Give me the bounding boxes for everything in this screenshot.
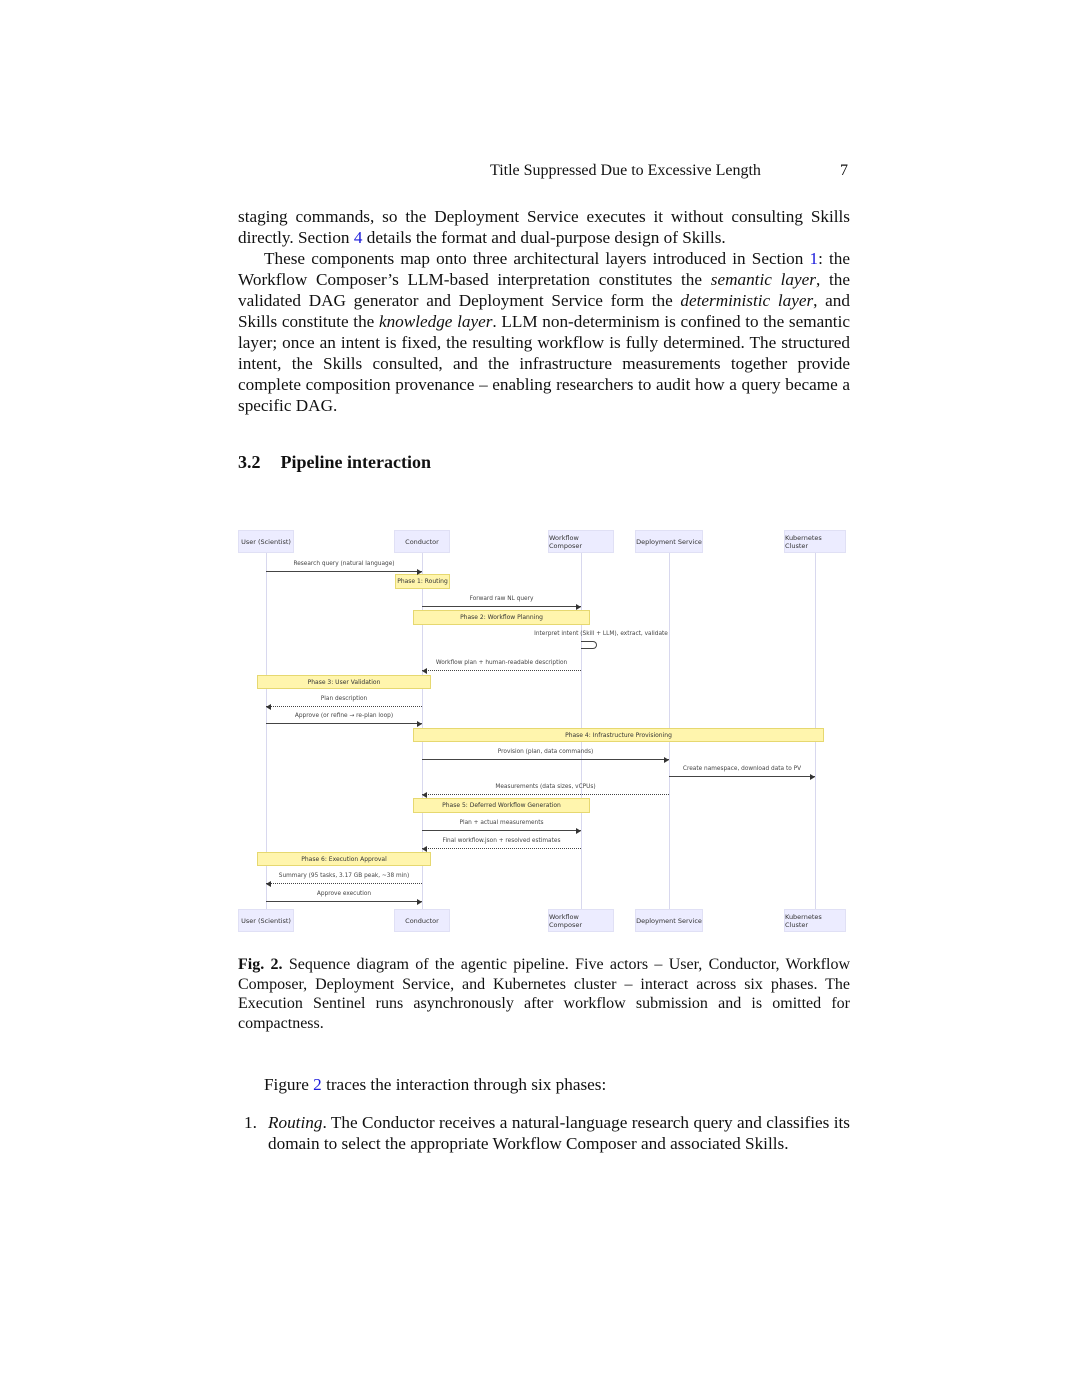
emphasis: knowledge layer — [378, 312, 493, 331]
arrowhead-icon — [266, 881, 271, 887]
text: , the validated DAG generator and Deployment Service form the — [238, 270, 850, 310]
running-title: Title Suppressed Due to Excessive Length — [490, 162, 761, 179]
actor-box-top: User (Scientist) — [238, 530, 294, 553]
figure-caption — [238, 955, 850, 1033]
message-arrow — [266, 901, 422, 902]
message-arrow — [422, 794, 669, 795]
text: These components map onto three architectural layers introduced in Section — [264, 249, 810, 268]
text: . LLM non-determinism is confined to the semantic layer; once an intent is fixed, the resulting workflow is fully determined. The structured intent, the Skills consulted, and the infrastructure measurements together provide complete composition provenance – enabling researchers to audit how a query became a specific DAG. — [238, 312, 850, 415]
actor-box-top: Workflow Composer — [548, 530, 614, 553]
arrowhead-icon — [422, 846, 427, 852]
arrowhead-icon — [576, 828, 581, 834]
message-label: Approve (or refine → re-plan loop) — [294, 713, 394, 719]
message-label: Approve execution — [316, 891, 372, 897]
arrowhead-icon — [810, 774, 815, 780]
message-arrow — [422, 606, 581, 607]
arrowhead-icon — [417, 899, 422, 905]
arrowhead-icon — [417, 721, 422, 727]
text: traces the interaction through six phases: — [321, 1075, 607, 1094]
self-loop-arrow — [581, 641, 597, 649]
actor-box-bottom: Conductor — [394, 909, 450, 932]
list-title: Routing — [268, 1113, 323, 1132]
list-number: 1. — [244, 1113, 257, 1132]
arrowhead-icon — [422, 668, 427, 674]
message-label: Workflow plan + human-readable description — [435, 660, 568, 666]
text: : the Workflow Composer’s LLM-based interpretation constitutes the — [238, 249, 851, 289]
phase-note: Phase 2: Workflow Planning — [413, 610, 590, 625]
message-arrow — [266, 706, 422, 707]
section-ref-link[interactable]: 1 — [809, 249, 819, 268]
phase-note: Phase 5: Deferred Workflow Generation — [413, 798, 590, 813]
actor-box-bottom: Kubernetes Cluster — [784, 909, 846, 932]
message-arrow — [266, 723, 422, 724]
message-arrow — [422, 670, 581, 671]
message-label: Forward raw NL query — [469, 596, 534, 602]
actor-box-bottom: User (Scientist) — [238, 909, 294, 932]
phase-note: Phase 1: Routing — [395, 574, 450, 589]
message-arrow — [669, 776, 815, 777]
message-label: Interpret intent (Skill + LLM), extract, validate — [534, 631, 668, 637]
text: , and Skills constitute the — [238, 291, 850, 331]
message-label: Summary (95 tasks, 3.17 GB peak, ~38 min) — [278, 873, 410, 879]
page-number: 7 — [840, 162, 848, 179]
caption-label: Fig. 2. — [238, 956, 283, 973]
section-title: Pipeline interaction — [280, 452, 431, 472]
message-label: Research query (natural language) — [293, 561, 395, 567]
arrowhead-icon — [417, 569, 422, 575]
arrowhead-icon — [664, 757, 669, 763]
list-text: . The Conductor receives a natural-language research query and classifies its domain to select the appropriate Workflow Composer and associated Skills. — [268, 1113, 850, 1153]
arrowhead-icon — [266, 704, 271, 710]
message-label: Plan + actual measurements — [459, 820, 544, 826]
section-number: 3.2 — [238, 452, 261, 472]
actor-box-top: Kubernetes Cluster — [784, 530, 846, 553]
list-item — [244, 1112, 850, 1154]
actor-box-bottom: Workflow Composer — [548, 909, 614, 932]
paragraph-3 — [238, 1074, 850, 1095]
phase-note: Phase 3: User Validation — [257, 675, 431, 689]
section-ref-link[interactable]: 4 — [353, 228, 363, 247]
text: Figure — [264, 1075, 314, 1094]
text: staging commands, so the Deployment Service executes it without consulting Skills directly. Section — [238, 207, 850, 247]
message-arrow — [266, 883, 422, 884]
phase-note: Phase 4: Infrastructure Provisioning — [413, 728, 824, 742]
arrowhead-icon — [576, 604, 581, 610]
figure-ref-link[interactable]: 2 — [313, 1075, 322, 1094]
arrowhead-icon — [422, 792, 427, 798]
actor-box-bottom: Deployment Service — [635, 909, 703, 932]
message-arrow — [266, 571, 422, 572]
message-arrow — [422, 759, 669, 760]
message-arrow — [422, 830, 581, 831]
message-label: Measurements (data sizes, vCPUs) — [495, 784, 596, 790]
caption-text: Sequence diagram of the agentic pipeline. Five actors – User, Conductor, Workflow Composer, Deployment Service, and Kubernetes cluster – interact across six phases. The Execution Sentinel runs asynchronously after workflow submission and is omitted for compactness. — [238, 956, 851, 1032]
message-label: Provision (plan, data commands) — [497, 749, 594, 755]
emphasis: deterministic layer — [680, 291, 814, 310]
message-arrow — [422, 848, 581, 849]
phase-note: Phase 6: Execution Approval — [257, 852, 431, 866]
message-label: Final workflow.json + resolved estimates — [442, 838, 561, 844]
actor-box-top: Conductor — [394, 530, 450, 553]
message-label: Plan description — [320, 696, 368, 702]
emphasis: semantic layer — [710, 270, 816, 289]
actor-box-top: Deployment Service — [635, 530, 703, 553]
text: details the format and dual-purpose design of Skills. — [362, 228, 726, 247]
message-label: Create namespace, download data to PV — [682, 766, 802, 772]
